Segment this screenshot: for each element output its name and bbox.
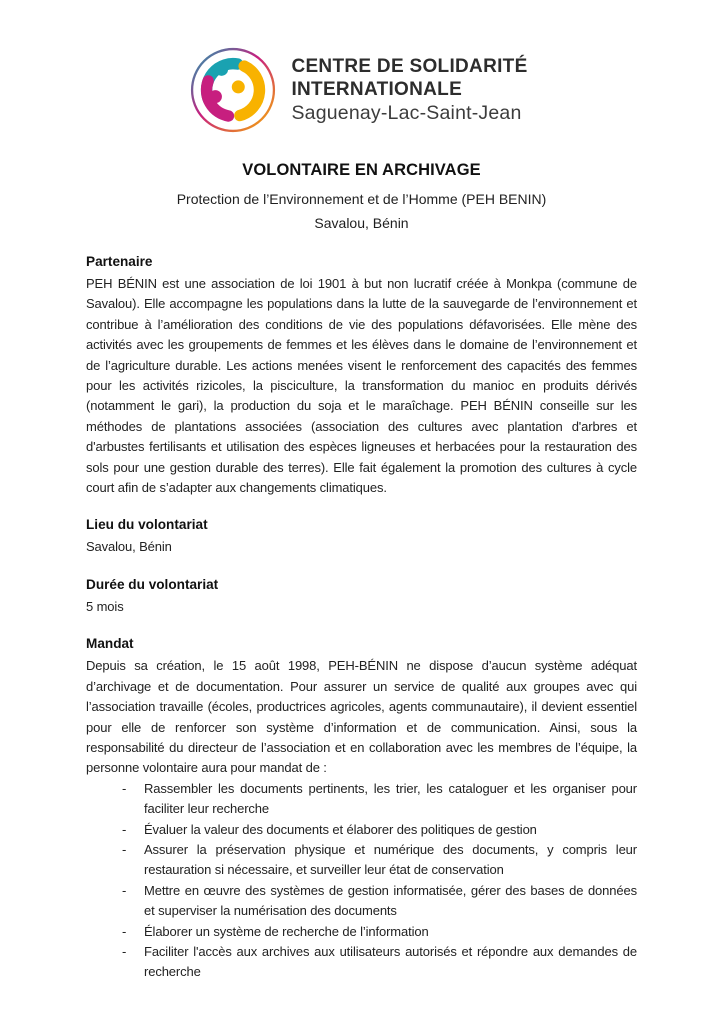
section-heading-mandat: Mandat <box>86 636 134 652</box>
section-heading-duree: Durée du volontariat <box>86 576 219 592</box>
section-heading-partenaire: Partenaire <box>86 254 153 269</box>
org-logo-circle-icon <box>189 46 277 134</box>
section-duree <box>86 575 637 617</box>
bullet-marker: - <box>122 841 127 857</box>
bullet-item <box>86 942 637 983</box>
bullet-marker: - <box>122 821 127 837</box>
lieu-value: Savalou, Bénin <box>86 539 172 555</box>
section-heading-lieu: Lieu du volontariat <box>86 517 208 533</box>
page-location: Savalou, Bénin <box>314 215 409 231</box>
bullet-marker: - <box>122 943 127 959</box>
org-logo <box>86 46 637 134</box>
bullet-text: Assurer la préservation physique et numérique des documents, y compris leur restauration si nécessaire, et surveiller leur état de conservation <box>144 841 637 878</box>
org-name-line2: INTERNATIONALE <box>291 79 463 100</box>
bullet-item <box>86 779 637 820</box>
section-partenaire <box>86 252 637 498</box>
bullet-item <box>86 840 637 881</box>
page-title: VOLONTAIRE EN ARCHIVAGE <box>242 161 481 179</box>
bullet-marker: - <box>122 780 127 796</box>
org-name-region: Saguenay-Lac-Saint-Jean <box>291 102 522 124</box>
bullet-item <box>86 881 637 922</box>
mandat-bullet-list <box>86 779 637 983</box>
org-name-line1: CENTRE DE SOLIDARITÉ <box>291 56 528 77</box>
org-name <box>291 55 527 125</box>
section-mandat <box>86 634 637 983</box>
page-subtitle: Protection de l’Environnement et de l’Homme (PEH BENIN) <box>176 191 547 207</box>
bullet-text: Faciliter l'accès aux archives aux utilisateurs autorisés et répondre aux demandes de recherche <box>144 943 637 980</box>
section-lieu <box>86 515 637 557</box>
bullet-item <box>86 922 637 942</box>
bullet-marker: - <box>122 882 127 898</box>
bullet-marker: - <box>122 923 127 939</box>
partenaire-body: PEH BÉNIN est une association de loi 1901 à but non lucratif créée à Monkpa (commune de Savalou). Elle accompagne les populations dans la lutte de la sauvegarde de l’environnement et contribue à l’amélioration des conditions de vie des populations défavorisées. Elle mène des activités avec les groupements de femmes et les élèves dans le domaine de l’environnement et de l’agriculture durable. Les actions menées visent le renforcement des capacités des femmes pour les activités rizicoles, la pisciculture, la transformation du manioc en produits dérivés (notamment le gari), la production du soja et le maraîchage. PEH BÉNIN conseille sur les méthodes de plantations associées (association des cultures avec plantation d'arbres et d'arbustes fertilisants et utilisation des espèces ligneuses et herbacées pour la restauration des sols pour une gestion durable des terres). Elle fait également la promotion des cultures à cycle court afin de s’adapter aux changements climatiques. <box>86 276 637 496</box>
bullet-item <box>86 820 637 840</box>
bullet-text: Élaborer un système de recherche de l’information <box>144 923 429 939</box>
bullet-text: Rassembler les documents pertinents, les trier, les cataloguer et les organiser pour faciliter leur recherche <box>144 780 637 817</box>
bullet-text: Mettre en œuvre des systèmes de gestion informatisée, gérer des bases de données et superviser la numérisation des documents <box>144 882 637 919</box>
duree-value: 5 mois <box>86 598 124 614</box>
bullet-text: Évaluer la valeur des documents et élaborer des politiques de gestion <box>144 821 537 837</box>
mandat-intro: Depuis sa création, le 15 août 1998, PEH-BÉNIN ne dispose d’aucun système adéquat d’archivage et de documentation. Pour assurer un service de qualité aux groupes avec qui l’association travaille (écoles, productrices agricoles, agents communautaire), il devient essentiel pour elle de renforcer son système d’information et de communication. Ainsi, sous la responsabilité du directeur de l’association et en collaboration avec les membres de l’équipe, la personne volontaire aura pour mandat de : <box>86 658 637 776</box>
